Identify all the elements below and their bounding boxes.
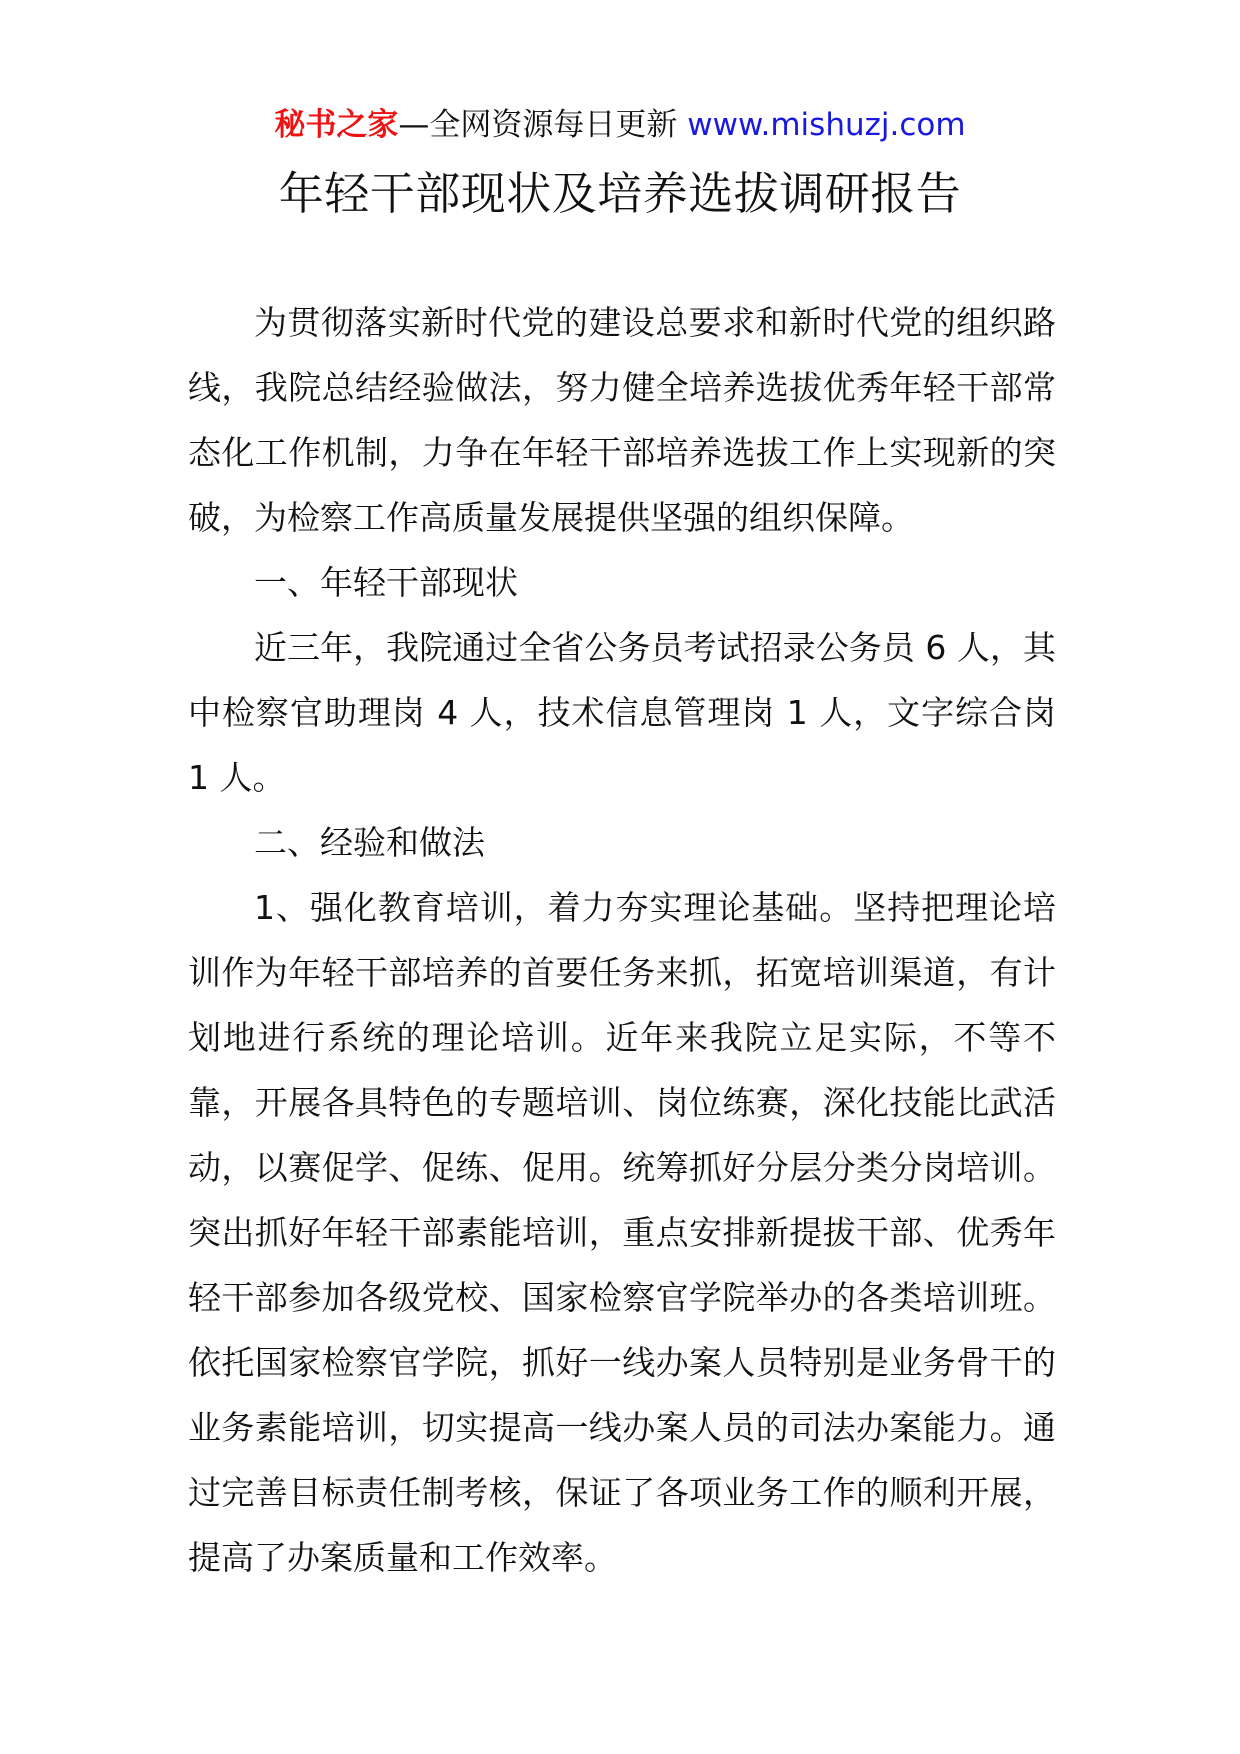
- site-url-link[interactable]: www.mishuzj.com: [687, 107, 966, 143]
- document-title: 年轻干部现状及培养选拔调研报告: [278, 167, 962, 220]
- section-heading-status: 一、年轻干部现状: [254, 563, 518, 602]
- section-heading-experience: 二、经验和做法: [254, 823, 485, 862]
- intro-paragraph: 为贯彻落实新时代党的建设总要求和新时代党的组织路线，我院总结经验做法，努力健全培养选拔优秀年轻干部常态化工作机制，力争在年轻干部培养选拔工作上实现新的突破，为检察工作高质量发展提供坚强的组织保障。: [188, 303, 1056, 537]
- status-paragraph: 近三年，我院通过全省公务员考试招录公务员 6 人，其中检察官助理岗 4 人，技术信息管理岗 1 人，文字综合岗 1 人。: [188, 628, 1056, 797]
- document-body: [188, 290, 1056, 1590]
- site-header: [0, 98, 1240, 152]
- training-paragraph: 1、强化教育培训，着力夯实理论基础。坚持把理论培训作为年轻干部培养的首要任务来抓，拓宽培训渠道，有计划地进行系统的理论培训。近年来我院立足实际，不等不靠，开展各具特色的专题培训、岗位练赛，深化技能比武活动，以赛促学、促练、促用。统筹抓好分层分类分岗培训。突出抓好年轻干部素能培训，重点安排新提拔干部、优秀年轻干部参加各级党校、国家检察官学院举办的各类培训班。依托国家检察官学院，抓好一线办案人员特别是业务骨干的业务素能培训，切实提高一线办案人员的司法办案能力。通过完善目标责任制考核，保证了各项业务工作的顺利开展，提高了办案质量和工作效率。: [188, 888, 1056, 1577]
- site-tagline: —全网资源每日更新: [398, 107, 688, 143]
- site-brand: 秘书之家: [274, 107, 399, 143]
